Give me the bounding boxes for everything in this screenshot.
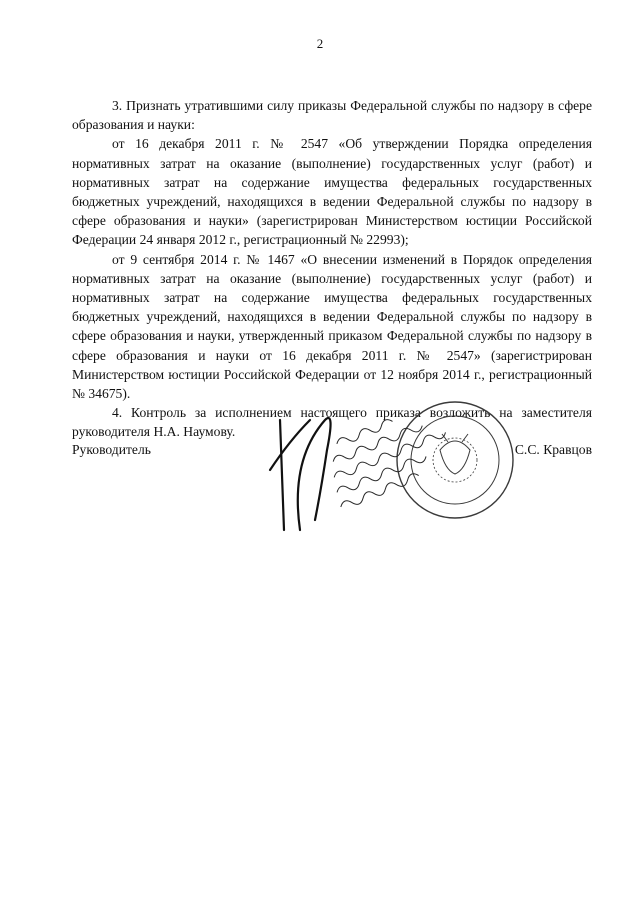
certification-note-handwriting	[317, 401, 458, 511]
paragraph-4: 4. Контроль за исполнением настоящего приказа возложить на заместителя руководителя Н.А. Наумову.	[72, 405, 592, 440]
paragraph-order-2547: от 16 декабря 2011 г. № 2547 «Об утверждении Порядка определения нормативных затрат на оказание (выполнение) государственных услуг (работ) и нормативных затрат на содержание имущества федеральных государственных бюджетных учреждений, находящихся в ведении Федеральной службы по надзору в сфере образования и науки» (зарегистрирован Министерством юстиции Российской Федерации 24 января 2012 г., регистрационный № 22993);	[72, 136, 592, 248]
signatory-name: С.С. Кравцов	[514, 442, 592, 457]
paragraph-order-1467: от 9 сентября 2014 г. № 1467 «О внесении изменений в Порядок определения нормативных затрат на оказание (выполнение) государственных услуг (работ) и нормативных затрат на содержание имущества федеральных государственных бюджетных учреждений, находящихся в ведении Федеральной службы по надзору в сфере образования и науки, утвержденный приказом Федеральной службы по надзору в сфере образования и науки от 16 декабря 2011 г. № 2547» (зарегистрирован Министерством юстиции Российской Федерации от 12 ноября 2014 г., регистрационный № 34675).	[72, 251, 592, 402]
signatory-title: Руководитель	[72, 442, 151, 457]
paragraph-3: 3. Признать утратившими силу приказы Федеральной службы по надзору в сфере образования и науки:	[72, 98, 592, 133]
official-seal-icon	[397, 402, 513, 518]
page-number: 2	[316, 36, 324, 51]
handwritten-signature-icon	[270, 418, 331, 530]
signature-and-seal	[250, 380, 550, 550]
